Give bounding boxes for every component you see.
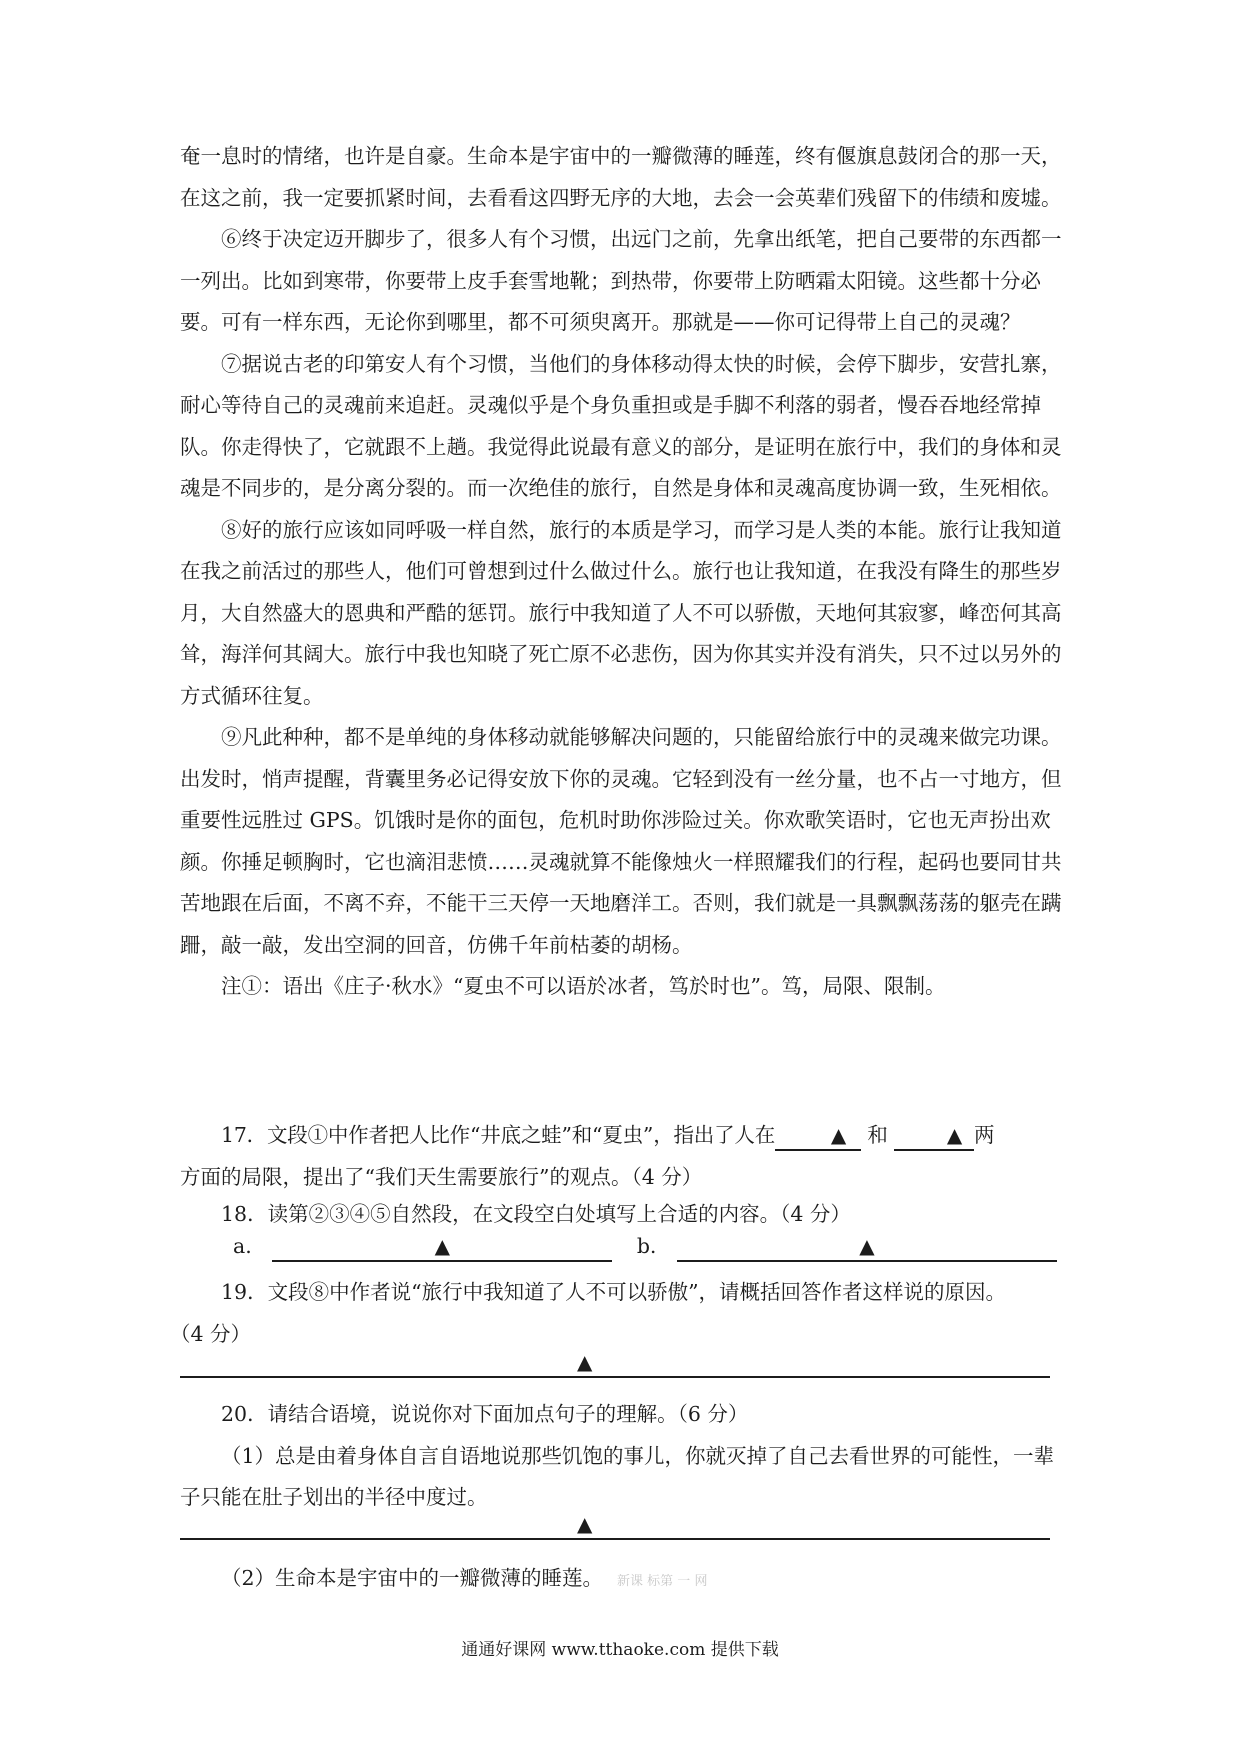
- passage: [180, 136, 1072, 1008]
- question-18: [180, 1194, 1072, 1236]
- paragraph-8: ⑧好的旅行应该如同呼吸一样自然，旅行的本质是学习，而学习是人类的本能。旅行让我知道在我之前活过的那些人，他们可曾想到过什么做过什么。旅行也让我知道，在我没有降生的那些岁月，大自然盛大的恩典和严酷的惩罚。旅行中我知道了人不可以骄傲，天地何其寂寥，峰峦何其高耸，海洋何其阔大。旅行中我也知晓了死亡原不必悲伤，因为你其实并没有消失，只不过以另外的方式循环往复。: [180, 517, 1062, 708]
- question-20-text: 20．请结合语境，说说你对下面加点句子的理解。（6 分）: [221, 1402, 749, 1426]
- paragraph-9: ⑨凡此种种，都不是单纯的身体移动就能够解决问题的，只能留给旅行中的灵魂来做完功课。出发时，悄声提醒，背囊里务必记得安放下你的灵魂。它轻到没有一丝分量，也不占一寸地方，但重要性远胜过 GPS。饥饿时是你的面包，危机时助你涉险过关。你欢歌笑语时，它也无声扮出欢颜。你捶足顿胸时，它也滴泪悲愤……灵魂就算不能像烛火一样照耀我们的行程，起码也要同甘共苦地跟在后面，不离不弃，不能干三天停一天地磨洋工。否则，我们就是一具飘飘荡荡的躯壳在蹒跚，敲一敲，发出空洞的回音，仿佛千年前枯萎的胡杨。: [180, 725, 1062, 957]
- answer-row-18: [233, 1232, 1057, 1262]
- question-20: [180, 1394, 1072, 1519]
- answer-marker: ▲: [434, 1234, 450, 1258]
- download-footer: 通通好课网 www.tthaoke.com 提供下载: [461, 1640, 779, 1660]
- question-19: [170, 1272, 1072, 1355]
- answer-line-19[interactable]: [180, 1376, 1050, 1378]
- paragraph-7: ⑦据说古老的印第安人有个习惯，当他们的身体移动得太快的时候，会停下脚步，安营扎寨，耐心等待自己的灵魂前来追赶。灵魂似乎是个身负重担或是手脚不利落的弱者，慢吞吞地经常掉队。你走得快了，它就跟不上趟。我觉得此说最有意义的部分，是证明在旅行中，我们的身体和灵魂是不同步的，是分离分裂的。而一次绝佳的旅行，自然是身体和灵魂高度协调一致，生死相依。: [180, 351, 1062, 500]
- answer-blank-18a[interactable]: [272, 1232, 612, 1262]
- answer-marker-20-1: ▲: [577, 1512, 593, 1536]
- answer-blank-18b[interactable]: [677, 1232, 1057, 1262]
- question-17-and: 和: [867, 1123, 888, 1147]
- answer-marker: ▲: [946, 1123, 963, 1147]
- answer-blank-17b[interactable]: [894, 1121, 974, 1151]
- answer-marker-19: ▲: [577, 1350, 593, 1374]
- answer-line-20-1[interactable]: [180, 1538, 1050, 1540]
- question-17-text: 17．文段①中作者把人比作“井底之蛙”和“夏虫”，指出了人在: [221, 1123, 776, 1147]
- answer-marker: ▲: [830, 1123, 847, 1147]
- watermark: 新课 标第 一 网: [617, 1574, 708, 1589]
- paragraph-5-tail: 奄一息时的情绪，也许是自豪。生命本是宇宙中的一瓣微薄的睡莲，终有偃旗息鼓闭合的那一天，在这之前，我一定要抓紧时间，去看看这四野无序的大地，去会一会英辈们残留下的伟绩和废墟。: [180, 144, 1062, 210]
- question-19-score: （4 分）: [170, 1321, 252, 1346]
- question-17-two: 两: [973, 1123, 995, 1147]
- question-20-part-1: （1）总是由着身体自言自语地说那些饥饱的事儿，你就灭掉了自己去看世界的可能性，一辈子只能在肚子划出的半径中度过。: [180, 1443, 1055, 1509]
- answer-marker: ▲: [859, 1234, 875, 1258]
- question-17: [180, 1115, 1072, 1198]
- question-18-text: 18．读第②③④⑤自然段，在文段空白处填写上合适的内容。（4 分）: [221, 1202, 851, 1226]
- footnote: 注①：语出《庄子·秋水》“夏虫不可以语於冰者，笃於时也”。笃，局限、限制。: [221, 974, 946, 998]
- question-20-part-2-block: [180, 1558, 1072, 1603]
- question-19-text: 19．文段⑧中作者说“旅行中我知道了人不可以骄傲”，请概括回答作者这样说的原因。: [221, 1280, 1007, 1304]
- question-20-part-2: （2）生命本是宇宙中的一瓣微薄的睡莲。: [221, 1566, 604, 1590]
- answer-blank-17a[interactable]: [775, 1121, 861, 1151]
- question-17-cont: 方面的局限，提出了“我们天生需要旅行”的观点。（4 分）: [180, 1164, 703, 1189]
- label-a: a.: [233, 1234, 252, 1258]
- paragraph-6: ⑥终于决定迈开脚步了，很多人有个习惯，出远门之前，先拿出纸笔，把自己要带的东西都一一列出。比如到寒带，你要带上皮手套雪地靴；到热带，你要带上防晒霜太阳镜。这些都十分必要。可有一样东西，无论你到哪里，都不可须臾离开。那就是——你可记得带上自己的灵魂？: [180, 227, 1062, 334]
- label-b: b.: [636, 1234, 657, 1258]
